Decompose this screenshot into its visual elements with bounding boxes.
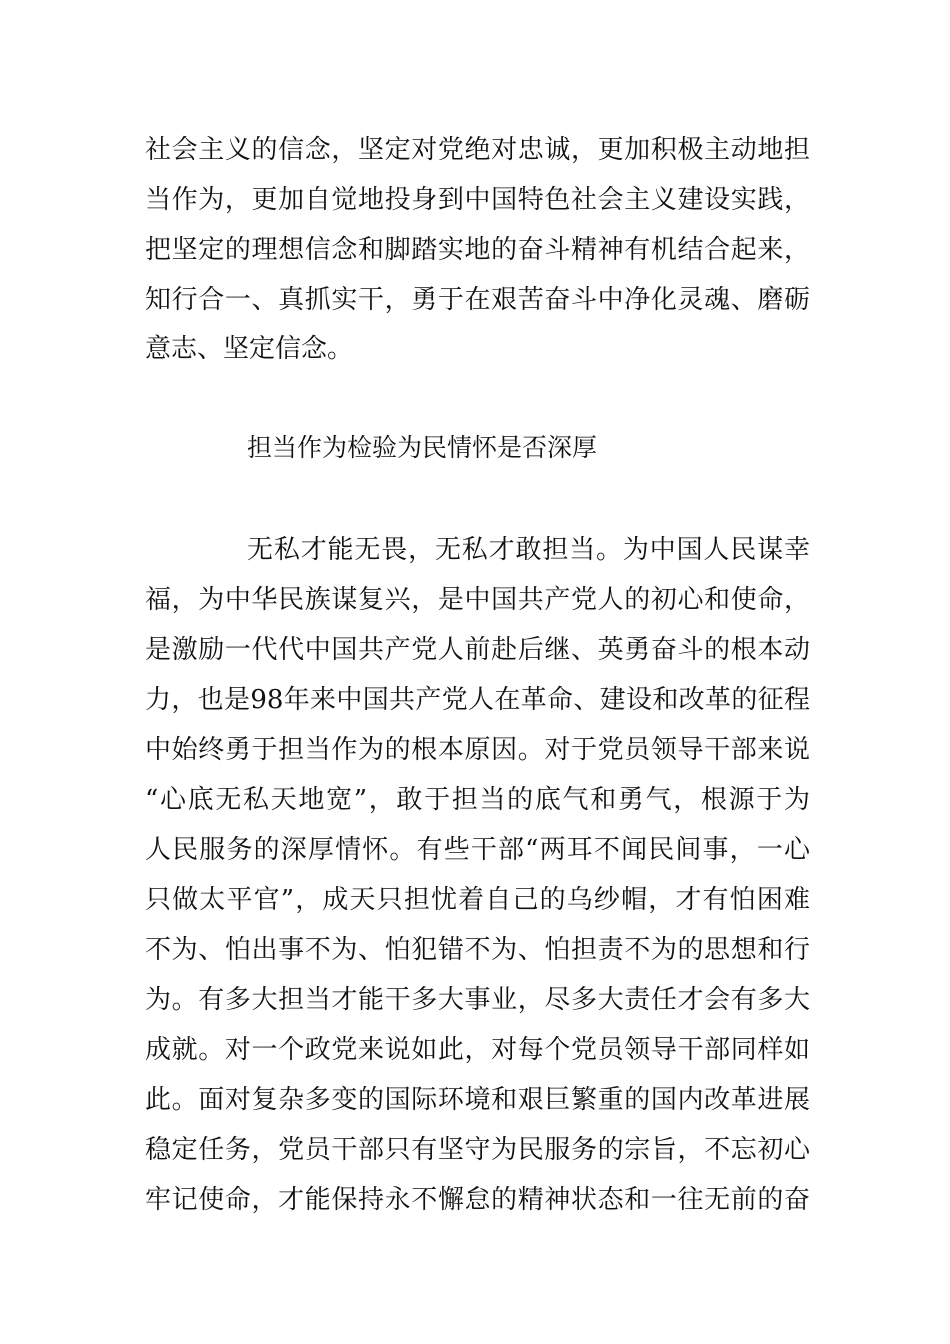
text-line: 此。面对复杂多变的国际环境和艰巨繁重的国内改革进展 bbox=[145, 1085, 810, 1115]
text-line: 力，也是98年来中国共产党人在革命、建设和改革的征程 bbox=[145, 685, 810, 715]
text-line: 成就。对一个政党来说如此，对每个党员领导干部同样如 bbox=[145, 1035, 810, 1065]
text-line: 只做太平官”，成天只担忧着自己的乌纱帽，才有怕困难 bbox=[145, 885, 810, 915]
text-line: 为。有多大担当才能干多大事业，尽多大责任才会有多大 bbox=[145, 985, 810, 1015]
text-line: 当作为，更加自觉地投身到中国特色社会主义建设实践， bbox=[145, 185, 810, 215]
text-line: 是激励一代代中国共产党人前赴后继、英勇奋斗的根本动 bbox=[145, 635, 810, 665]
text-line: 牢记使命，才能保持永不懈怠的精神状态和一往无前的奋 bbox=[145, 1185, 810, 1215]
text-line: 不为、怕出事不为、怕犯错不为、怕担责不为的思想和行 bbox=[145, 935, 810, 965]
text-line: 中始终勇于担当作为的根本原因。对于党员领导干部来说 bbox=[145, 735, 810, 765]
text-line: 福，为中华民族谋复兴，是中国共产党人的初心和使命， bbox=[145, 585, 810, 615]
text-line: “心底无私天地宽”，敢于担当的底气和勇气，根源于为 bbox=[145, 785, 810, 815]
section-heading: 担当作为检验为民情怀是否深厚 bbox=[247, 433, 598, 462]
text-line: 无私才能无畏，无私才敢担当。为中国人民谋幸 bbox=[247, 535, 810, 565]
text-line: 意志、坚定信念。 bbox=[145, 334, 354, 364]
text-line: 稳定任务，党员干部只有坚守为民服务的宗旨，不忘初心 bbox=[145, 1135, 810, 1165]
text-line: 知行合一、真抓实干，勇于在艰苦奋斗中净化灵魂、磨砺 bbox=[145, 285, 810, 315]
text-line: 社会主义的信念，坚定对党绝对忠诚，更加积极主动地担 bbox=[145, 135, 810, 165]
text-line: 人民服务的深厚情怀。有些干部“两耳不闻民间事，一心 bbox=[145, 835, 810, 865]
text-line: 把坚定的理想信念和脚踏实地的奋斗精神有机结合起来， bbox=[145, 235, 810, 265]
